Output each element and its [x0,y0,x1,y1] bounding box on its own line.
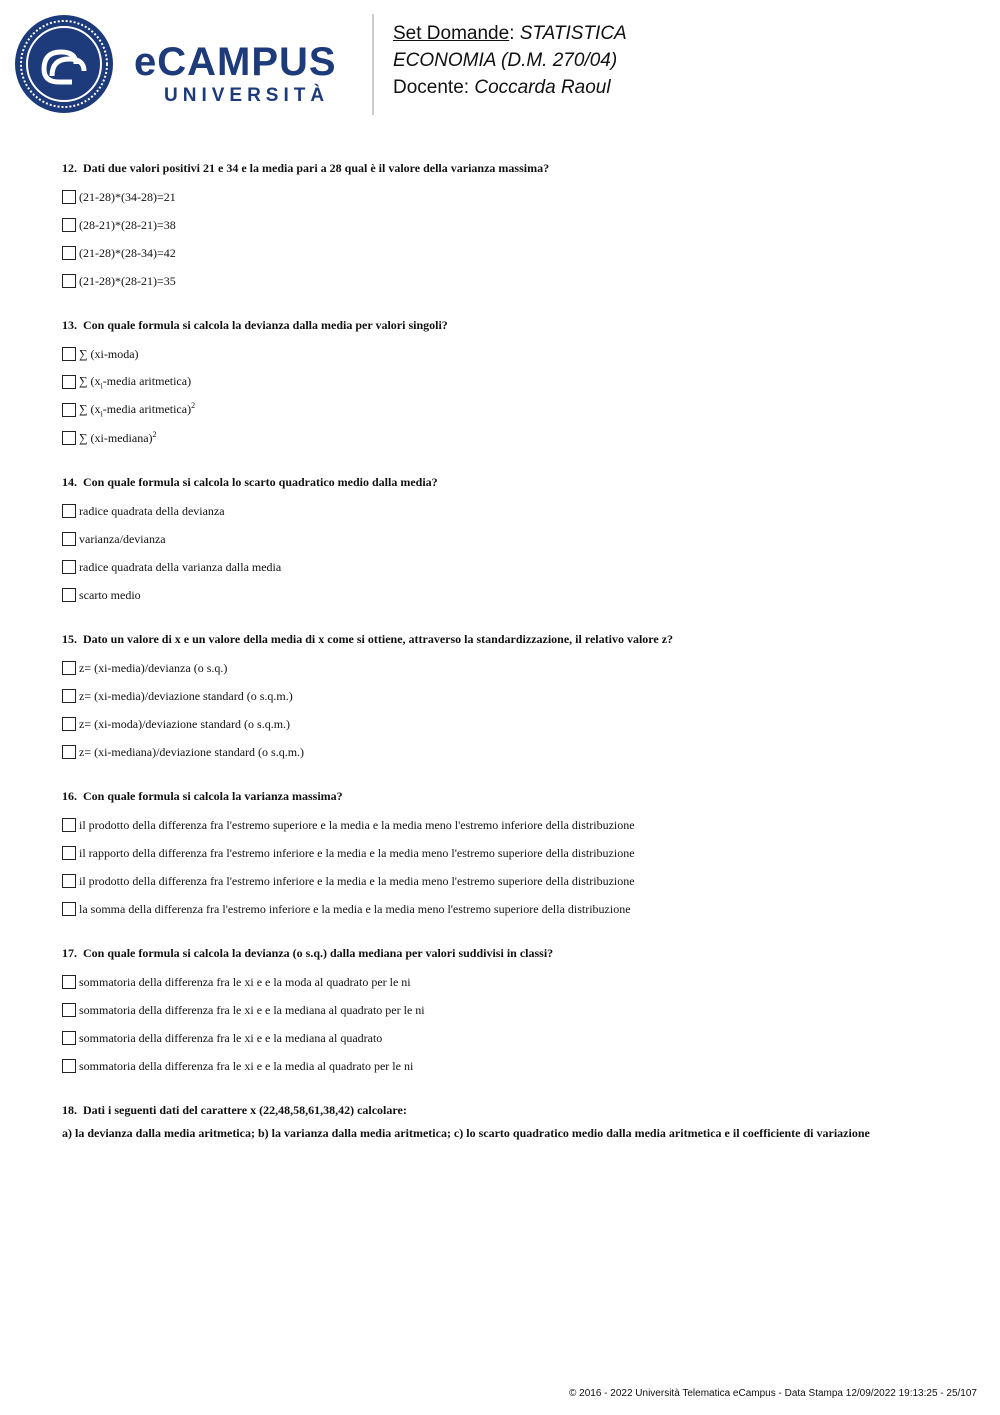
answer-text: il prodotto della differenza fra l'estremo superiore e la media e la media meno l'estremo inferiore della distribuzione [79,817,635,832]
answer-subscript: i [100,381,103,391]
answer-checkbox[interactable] [62,846,76,860]
answer-text: (21-28)*(34-28)=21 [79,189,176,204]
question-title [62,474,962,490]
answer-text-rest: -media aritmetica) [102,373,192,388]
answer-checkbox[interactable] [62,975,76,989]
answer-checkbox[interactable] [62,902,76,916]
answer-checkbox[interactable] [62,274,76,288]
answer-checkbox[interactable] [62,190,76,204]
answer-text: radice quadrata della varianza dalla media [79,559,282,574]
teacher-line: Docente: Coccarda Raoul [393,77,611,98]
answer-text: il rapporto della differenza fra l'estremo inferiore e la media e la media meno l'estremo superiore della distribuzione [79,845,635,860]
answer-checkbox[interactable] [62,661,76,675]
answer-text: sommatoria della differenza fra le xi e e la mediana al quadrato [79,1030,383,1045]
answer-option[interactable] [62,839,962,867]
answer-option[interactable] [62,267,962,295]
answer-text: scarto medio [79,587,141,602]
answer-option[interactable] [62,396,962,424]
answer-text: z= (xi-mediana)/deviazione standard (o s.q.m.) [79,744,305,759]
ecampus-wordmark [134,40,337,108]
question-13 [62,317,962,452]
answer-option[interactable] [62,738,962,766]
answer-text: sommatoria della differenza fra le xi e e la mediana al quadrato per le ni [79,1002,425,1017]
set-value: STATISTICA [519,23,627,44]
question-number: 18. [62,1103,77,1117]
answer-option[interactable] [62,211,962,239]
answer-option[interactable] [62,581,962,609]
question-list [62,160,962,1163]
answer-option[interactable] [62,996,962,1024]
answer-superscript: 2 [152,430,157,439]
answer-text: (28-21)*(28-21)=38 [79,217,176,232]
question-description: a) la devianza dalla media aritmetica; b) la varianza dalla media aritmetica; c) lo scarto quadratico medio dalla media aritmetica e il coefficiente di variazione [62,1126,870,1140]
question-text: Dati i seguenti dati del carattere x (22,48,58,61,38,42) calcolare: [83,1103,407,1117]
answer-option[interactable] [62,1052,962,1080]
set-info [393,20,627,101]
answer-checkbox[interactable] [62,403,76,417]
ecampus-seal-logo [14,14,114,114]
answer-checkbox[interactable] [62,504,76,518]
answer-text-main: ∑ (xi-mediana) [79,431,153,445]
answer-checkbox[interactable] [62,745,76,759]
answer-checkbox[interactable] [62,375,76,389]
answer-text: (21-28)*(28-21)=35 [79,273,176,288]
answer-option[interactable] [62,340,962,368]
answer-option[interactable] [62,682,962,710]
answer-option[interactable] [62,895,962,923]
question-title [62,1102,962,1118]
answer-text: z= (xi-moda)/deviazione standard (o s.q.m.) [79,716,291,731]
question-12 [62,160,962,295]
answer-text [79,401,195,418]
question-number: 12. [62,161,77,175]
answer-checkbox[interactable] [62,246,76,260]
answer-text: sommatoria della differenza fra le xi e e la media al quadrato per le ni [79,1058,414,1073]
answer-option[interactable] [62,1024,962,1052]
question-number: 15. [62,632,77,646]
answer-option[interactable] [62,424,962,452]
question-number: 14. [62,475,77,489]
question-text: Con quale formula si calcola la devianza dalla media per valori singoli? [83,318,448,332]
question-number: 17. [62,946,77,960]
answer-text-main: ∑ (x [79,402,101,417]
answer-text-rest: -media aritmetica) [102,402,192,417]
question-title [62,788,962,804]
answer-text: sommatoria della differenza fra le xi e e la moda al quadrato per le ni [79,974,411,989]
answer-option[interactable] [62,497,962,525]
answer-text-main: ∑ (x [79,373,101,388]
answer-checkbox[interactable] [62,431,76,445]
answer-text: z= (xi-media)/deviazione standard (o s.q.m.) [79,688,293,703]
page-header [0,0,1000,130]
answer-checkbox[interactable] [62,1059,76,1073]
question-title [62,160,962,176]
question-14 [62,474,962,609]
question-title [62,317,962,333]
answer-checkbox[interactable] [62,588,76,602]
answer-text [79,374,191,390]
answer-subscript: i [100,409,103,419]
question-number: 16. [62,789,77,803]
university-label: UNIVERSITÀ [164,85,330,106]
answer-text: il prodotto della differenza fra l'estremo inferiore e la media e la media meno l'estremo superiore della distribuzione [79,873,635,888]
answer-text-main: ∑ (xi-moda) [79,346,139,361]
brand-name: eCAMPUS [134,40,337,84]
question-text: Dati due valori positivi 21 e 34 e la media pari a 28 qual è il valore della varianza massima? [83,161,550,175]
answer-text: z= (xi-media)/devianza (o s.q.) [79,660,228,675]
header-divider [372,14,374,115]
answer-checkbox[interactable] [62,689,76,703]
question-number: 13. [62,318,77,332]
answer-option[interactable] [62,183,962,211]
answer-checkbox[interactable] [62,532,76,546]
question-text: Con quale formula si calcola lo scarto quadratico medio dalla media? [83,475,438,489]
answer-checkbox[interactable] [62,560,76,574]
answer-option[interactable] [62,553,962,581]
answer-option[interactable] [62,867,962,895]
answer-checkbox[interactable] [62,717,76,731]
answer-text [79,430,157,446]
answer-checkbox[interactable] [62,1003,76,1017]
answer-checkbox[interactable] [62,874,76,888]
answer-text [79,347,139,362]
answer-option[interactable] [62,525,962,553]
set-label: Set Domande [393,23,510,44]
question-title [62,631,962,647]
answer-checkbox[interactable] [62,218,76,232]
answer-text: radice quadrata della devianza [79,503,225,518]
question-text: Dato un valore di x e un valore della media di x come si ottiene, attraverso la standardizzazione, il relativo valore z? [83,632,674,646]
question-15 [62,631,962,766]
answer-text: (21-28)*(28-34)=42 [79,245,176,260]
answer-option[interactable] [62,654,962,682]
question-text: Con quale formula si calcola la varianza massima? [83,789,343,803]
answer-checkbox[interactable] [62,818,76,832]
answer-option[interactable] [62,368,962,396]
answer-option[interactable] [62,811,962,839]
course-name: ECONOMIA (D.M. 270/04) [393,50,618,71]
page-footer: © 2016 - 2022 Università Telematica eCampus - Data Stampa 12/09/2022 19:13:25 - 25/107 [569,1388,977,1399]
question-17 [62,945,962,1080]
answer-text: varianza/devianza [79,531,166,546]
answer-checkbox[interactable] [62,1031,76,1045]
answer-checkbox[interactable] [62,347,76,361]
answer-superscript: 2 [191,401,196,411]
question-18 [62,1102,962,1141]
teacher-label: Docente [393,77,464,98]
question-16 [62,788,962,923]
answer-option[interactable] [62,710,962,738]
answer-text: la somma della differenza fra l'estremo inferiore e la media e la media meno l'estremo superiore della distribuzione [79,901,631,916]
set-line: Set Domande: STATISTICA [393,23,627,44]
answer-option[interactable] [62,968,962,996]
question-text: Con quale formula si calcola la devianza (o s.q.) dalla mediana per valori suddivisi in classi? [83,946,554,960]
teacher-name: Coccarda Raoul [474,77,611,98]
answer-option[interactable] [62,239,962,267]
question-title [62,945,962,961]
